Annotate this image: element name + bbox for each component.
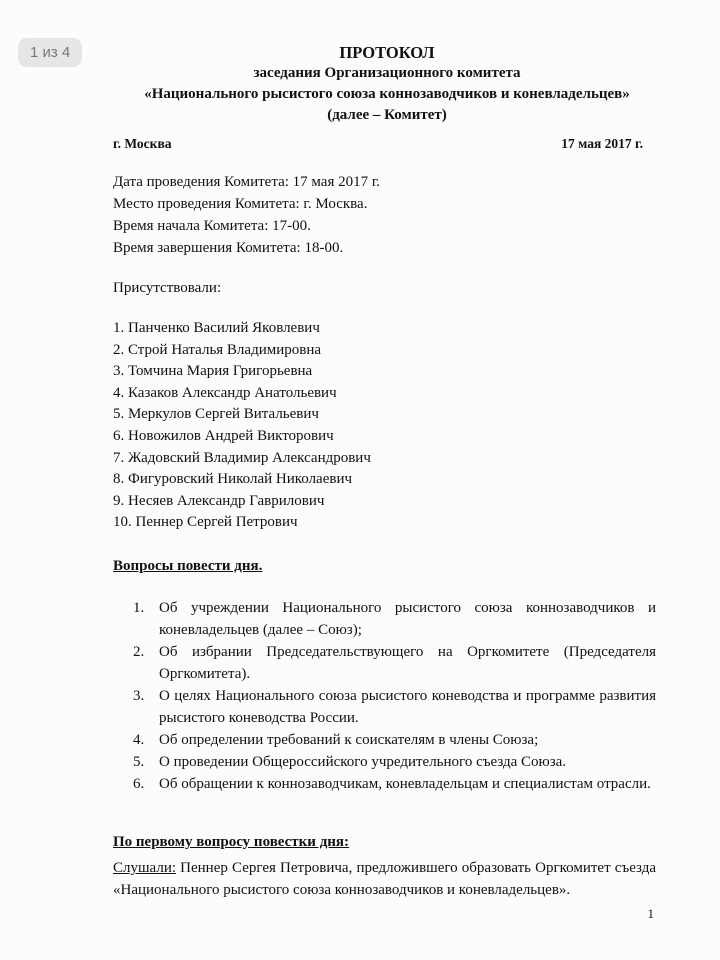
agenda-item-number: 5. [133, 754, 145, 770]
attendee-item: 2. Строй Наталья Владимировна [113, 341, 322, 358]
attendee-item: 5. Меркулов Сергей Витальевич [113, 406, 319, 423]
first-question-heading: По первому вопросу повестки дня: [113, 834, 350, 850]
attendee-item: 8. Фигуровский Николай Николаевич [113, 471, 353, 488]
agenda-item-number: 1. [133, 600, 145, 616]
meeting-city: г. Москва [113, 136, 172, 151]
attendee-item: 3. Томчина Мария Григорьевна [113, 363, 313, 380]
agenda-item [113, 641, 656, 685]
attendee-item: 6. Новожилов Андрей Викторович [113, 427, 334, 444]
agenda-item-number: 6. [133, 776, 145, 792]
agenda-item-text: О проведении Общероссийского учредительного съезда Союза. [159, 754, 567, 770]
agenda-item [113, 685, 656, 729]
heard-label: Слушали: [113, 860, 177, 876]
agenda-item-text: Об избрании Председательствующего на Оргкомитете (Председателя Оргкомитета). [159, 644, 656, 682]
info-line: Место проведения Комитета: г. Москва. [113, 196, 368, 212]
agenda-heading: Вопросы повести дня. [113, 558, 263, 574]
agenda-item-number: 2. [133, 644, 145, 660]
info-line: Время начала Комитета: 17-00. [113, 218, 311, 234]
info-line: Время завершения Комитета: 18-00. [113, 240, 344, 256]
agenda-item-text: Об определении требований к соискателям в члены Союза; [159, 732, 539, 748]
page-indicator-badge: 1 из 4 [18, 38, 82, 67]
document-note: (далее – Комитет) [327, 107, 447, 123]
organization-name: «Национального рысистого союза коннозаводчиков и коневладельцев» [144, 86, 630, 102]
attendee-item: 4. Казаков Александр Анатольевич [113, 384, 337, 401]
info-line: Дата проведения Комитета: 17 мая 2017 г. [113, 174, 381, 190]
attendee-item: 7. Жадовский Владимир Александрович [113, 449, 371, 466]
attendees-label: Присутствовали: [113, 280, 222, 296]
document-subtitle: заседания Организационного комитета [253, 65, 521, 81]
meeting-info [113, 171, 380, 259]
attendee-item: 9. Несяев Александр Гаврилович [113, 492, 325, 509]
heard-text: Пеннер Сергея Петровича, предложившего образовать Оргкомитет съезда «Национального рысистого союза коннозаводчиков и коневладельцев». [113, 860, 656, 898]
agenda-item [113, 751, 656, 773]
meeting-date: 17 мая 2017 г. [561, 136, 643, 151]
agenda-item [113, 773, 656, 795]
document-title-block [0, 42, 720, 126]
agenda-item-text: Об учреждении Национального рысистого союза коннозаводчиков и коневладельцев (далее – Союз); [159, 600, 656, 638]
agenda-item-number: 3. [133, 688, 145, 704]
page-number: 1 [647, 906, 654, 921]
agenda-item [113, 729, 656, 751]
agenda-item [113, 597, 656, 641]
agenda-item-text: О целях Национального союза рысистого коневодства и программе развития рысистого коневодства России. [159, 688, 656, 726]
attendee-item: 10. Пеннер Сергей Петрович [113, 514, 298, 531]
first-question-heard [113, 857, 656, 901]
agenda-list [113, 597, 656, 795]
agenda-item-number: 4. [133, 732, 145, 748]
document-title: ПРОТОКОЛ [339, 43, 435, 62]
attendees-list [113, 318, 371, 534]
agenda-item-text: Об обращении к коннозаводчикам, коневладельцам и специалистам отрасли. [159, 776, 651, 792]
attendee-item: 1. Панченко Василий Яковлевич [113, 320, 320, 336]
